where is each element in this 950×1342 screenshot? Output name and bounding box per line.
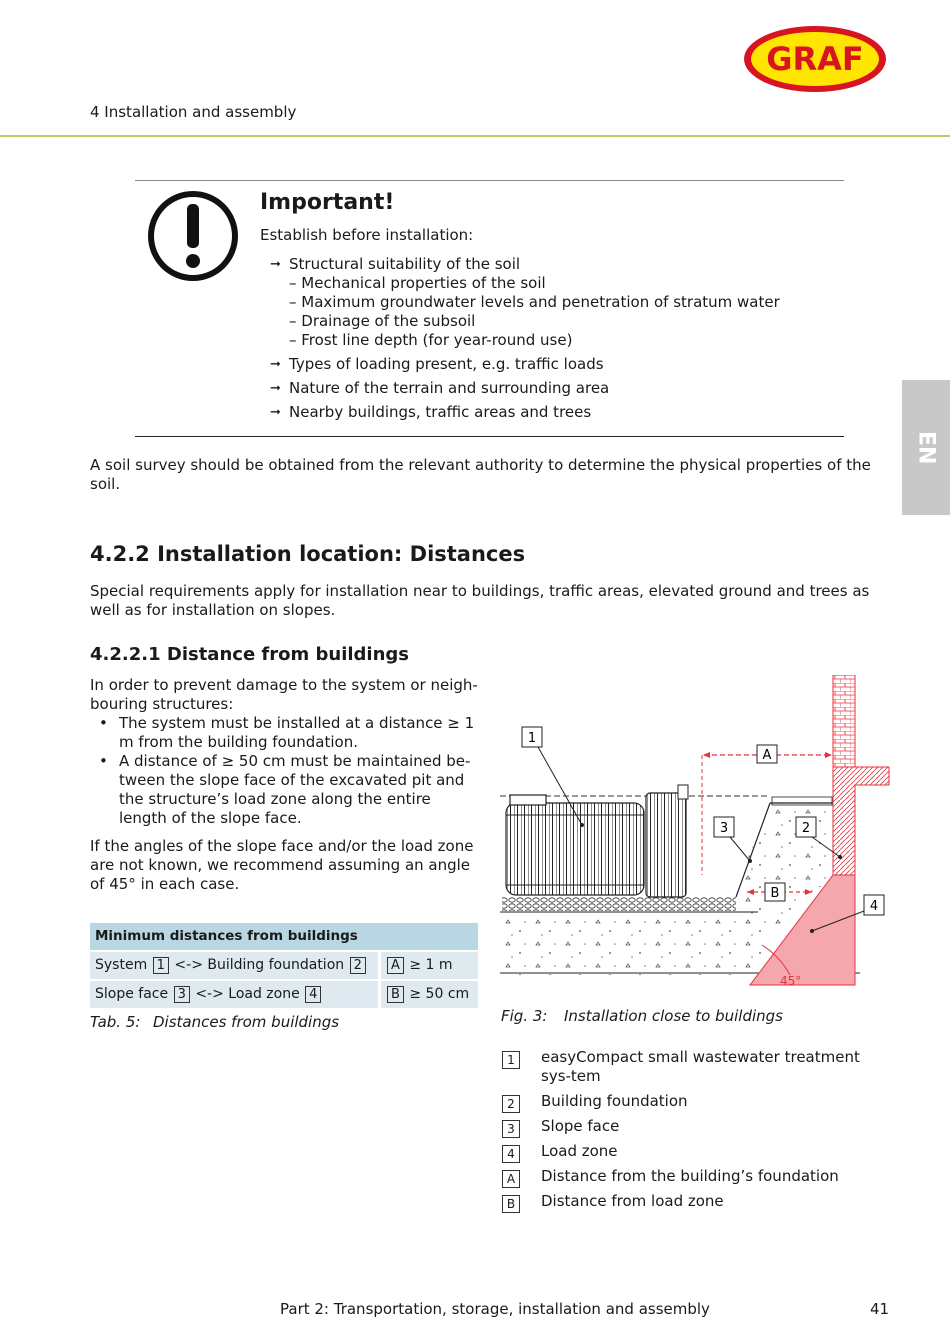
footer-title: Part 2: Transportation, storage, installation and assembly [280,1300,710,1318]
arrow-right-icon: ➞ [270,405,281,420]
table-row [90,979,478,1008]
table-cell: Slope face 3 <-> Load zone 4 [90,979,378,1008]
arrow-right-icon: ➞ [270,381,281,396]
installation-figure [500,675,890,995]
arrow-right-icon: ➞ [270,257,281,272]
soil-survey-paragraph: A soil survey should be obtained from the relevant authority to determine the physical properties of the soil. [90,456,871,493]
angle-note: If the angles of the slope face and/or the load zone are not known, we recommend assuming an angle of 45° in each case. [90,837,474,893]
list-item: • The system must be installed at a distance ≥ 1 m from the building foundation. [90,714,478,752]
exclamation-circle-icon [147,190,239,282]
table-cell: System 1 <-> Building foundation 2 [90,950,378,979]
table-cell: A ≥ 1 m [378,950,478,979]
figure-caption: Fig. 3: Installation close to buildings [501,1007,783,1025]
figure-legend [500,1048,890,1217]
legend-item: 3 Slope face [500,1117,890,1136]
important-list [270,255,780,427]
legend-item: 1 easyCompact small wastewater treatment sys-tem [500,1048,890,1086]
dim-b-label: B [770,886,780,901]
table-caption: Tab. 5: Distances from buildings [90,1013,340,1031]
callout-4: 4 [869,899,879,914]
sub-list-item: – Drainage of the subsoil [289,312,476,330]
subsection-body [90,676,478,894]
legend-item: 2 Building foundation [500,1092,890,1111]
legend-item: B Distance from load zone [500,1192,890,1211]
graf-logo [742,24,888,94]
legend-item: A Distance from the building’s foundation [500,1167,890,1186]
list-item: ➞ Nature of the terrain and surrounding area [270,379,610,397]
arrow-right-icon: ➞ [270,357,281,372]
table-header: Minimum distances from buildings [90,923,478,950]
page-number: 41 [870,1300,890,1318]
sub-list-item: – Mechanical properties of the soil [289,274,546,292]
table-row [90,950,478,979]
section-intro: Special requirements apply for installation near to buildings, traffic areas, elevated ground and trees as well as for installation on slopes. [90,582,870,619]
important-top-rule [135,180,844,181]
callout-1: 1 [527,731,537,746]
list-item: ➞ Nearby buildings, traffic areas and trees [270,403,592,421]
legend-item: 4 Load zone [500,1142,890,1161]
important-bottom-rule [135,436,844,437]
sub-list-item: – Maximum groundwater levels and penetration of stratum water [289,293,780,311]
angle-label: 45° [780,974,802,988]
chapter-header: 4 Installation and assembly [90,103,297,121]
header-divider [0,135,950,137]
list-item: • A distance of ≥ 50 cm must be maintained be-tween the slope face of the excavated pit and the structure’s load zone along the entire length of the slope face. [90,752,478,828]
distances-table [90,923,478,1008]
list-item: ➞ Types of loading present, e.g. traffic loads [270,355,604,373]
subsection-heading: 4.2.2.1 Distance from buildings [90,644,410,665]
building-foundation [833,767,889,875]
callout-3: 3 [719,821,729,836]
table-cell: B ≥ 50 cm [378,979,478,1008]
dim-a-label: A [762,748,772,763]
language-tab-label: EN [913,430,939,465]
list-item: ➞ Structural suitability of the soil – Mechanical properties of the soil – Maximum groundwater levels and penetration of stratum water – Drainage of the subsoil – Frost line depth (for year-round use) [270,255,780,349]
wastewater-tank [506,785,688,897]
sub-list-item: – Frost line depth (for year-round use) [289,331,573,349]
bullet-list [90,714,478,828]
subsection-intro: In order to prevent damage to the system or neigh-bouring structures: [90,676,478,713]
gravel-bed [502,897,736,911]
logo-text: GRAF [766,40,864,78]
language-tab[interactable] [902,380,950,515]
section-heading: 4.2.2 Installation location: Distances [90,542,526,566]
building-wall [833,675,855,767]
important-title: Important! [260,190,395,215]
important-intro: Establish before installation: [260,226,474,244]
callout-2: 2 [801,821,811,836]
